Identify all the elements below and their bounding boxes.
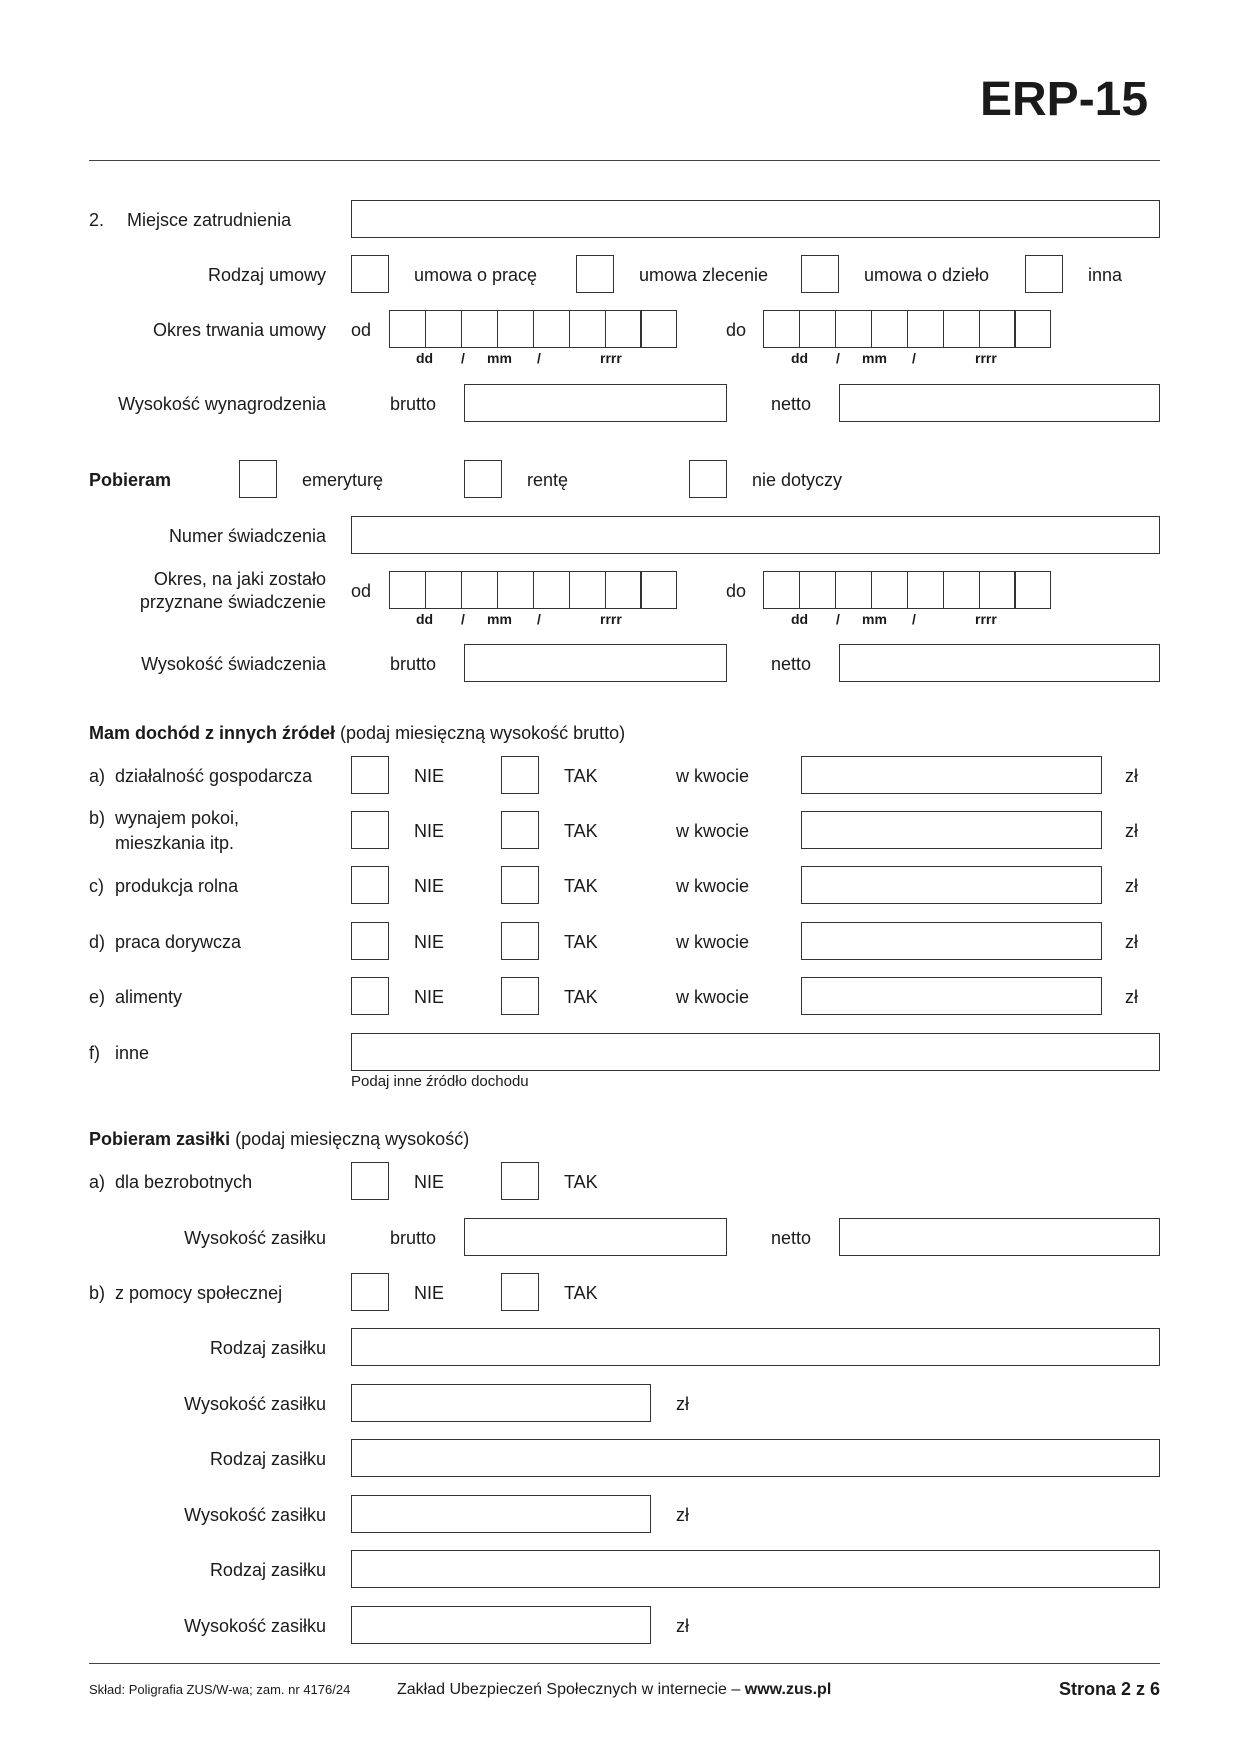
year-digit-2[interactable] xyxy=(569,310,606,348)
income-item-label: produkcja rolna xyxy=(115,876,239,896)
year-digit-3[interactable] xyxy=(605,310,642,348)
yes-label: TAK xyxy=(564,821,598,841)
income-c-yes-checkbox[interactable] xyxy=(501,866,539,904)
yes-label: TAK xyxy=(564,1172,598,1192)
social-assistance-yes-checkbox[interactable] xyxy=(501,1273,539,1311)
currency-label: zł xyxy=(1125,821,1138,841)
amount-label: w kwocie xyxy=(676,821,750,841)
contract-from-date[interactable] xyxy=(389,310,676,348)
footer-website xyxy=(397,1680,831,1699)
no-label: NIE xyxy=(414,876,445,896)
year-digit-3[interactable] xyxy=(979,310,1016,348)
allowance-gross-field[interactable] xyxy=(464,1218,727,1256)
currency-label: zł xyxy=(1125,987,1138,1007)
no-label: NIE xyxy=(414,1283,445,1303)
year-digit-3[interactable] xyxy=(979,571,1016,609)
income-e-amount-field[interactable] xyxy=(801,977,1102,1015)
disability-pension-checkbox[interactable] xyxy=(464,460,502,498)
year-digit-4[interactable] xyxy=(1014,571,1051,609)
amount-label: w kwocie xyxy=(676,987,750,1007)
contract-period-label: Okres trwania umowy xyxy=(152,320,326,340)
salary-net-label: netto xyxy=(771,394,812,414)
currency-label: zł xyxy=(676,1505,689,1525)
other-income-heading-rest: (podaj miesięczną wysokość brutto) xyxy=(340,723,626,743)
salary-net-field[interactable] xyxy=(839,384,1160,422)
not-applicable-checkbox[interactable] xyxy=(689,460,727,498)
currency-label: zł xyxy=(676,1394,689,1414)
date-hint-mm: mm xyxy=(487,611,512,627)
allowance-b-letter: b) xyxy=(89,1283,106,1303)
allowance-type-field-3[interactable] xyxy=(351,1550,1160,1588)
allowance-amount-label: Wysokość zasiłku xyxy=(184,1394,326,1414)
contract-mandate-checkbox[interactable] xyxy=(576,255,614,293)
allowance-b-label: z pomocy społecznej xyxy=(115,1283,283,1303)
day-digit-2[interactable] xyxy=(425,571,462,609)
income-item-letter: d) xyxy=(89,932,106,952)
income-e-no-checkbox[interactable] xyxy=(351,977,389,1015)
other-income-heading-bold: Mam dochód z innych źródeł xyxy=(89,723,336,743)
benefit-to-date[interactable] xyxy=(763,571,1050,609)
salary-label: Wysokość wynagrodzenia xyxy=(118,394,326,414)
contract-to-date[interactable] xyxy=(763,310,1050,348)
month-digit-1[interactable] xyxy=(461,571,498,609)
yes-label: TAK xyxy=(564,1283,598,1303)
income-item-label: działalność gospodarcza xyxy=(115,766,313,786)
unemployment-yes-checkbox[interactable] xyxy=(501,1162,539,1200)
date-hint-sep: / xyxy=(461,350,465,366)
allowance-type-field-1[interactable] xyxy=(351,1328,1160,1366)
year-digit-2[interactable] xyxy=(943,571,980,609)
salary-gross-field[interactable] xyxy=(464,384,727,422)
date-hint-dd: dd xyxy=(791,350,809,366)
currency-label: zł xyxy=(1125,932,1138,952)
month-digit-1[interactable] xyxy=(835,571,872,609)
date-hint-sep: / xyxy=(912,611,916,627)
income-d-amount-field[interactable] xyxy=(801,922,1102,960)
year-digit-1[interactable] xyxy=(907,571,944,609)
zus-website-link[interactable]: www.zus.pl xyxy=(744,1681,832,1698)
year-digit-3[interactable] xyxy=(605,571,642,609)
day-digit-1[interactable] xyxy=(389,571,426,609)
year-digit-4[interactable] xyxy=(640,571,677,609)
allowances-heading-bold: Pobieram zasiłki xyxy=(89,1129,231,1149)
income-other-hint: Podaj inne źródło dochodu xyxy=(351,1073,529,1090)
date-hint-sep: / xyxy=(912,350,916,366)
allowance-type-label: Rodzaj zasiłku xyxy=(209,1560,326,1580)
year-digit-4[interactable] xyxy=(640,310,677,348)
not-applicable-label: nie dotyczy xyxy=(752,470,843,490)
income-other-source-field[interactable] xyxy=(351,1033,1160,1071)
no-label: NIE xyxy=(414,766,445,786)
year-digit-2[interactable] xyxy=(943,310,980,348)
day-digit-2[interactable] xyxy=(425,310,462,348)
benefit-number-label: Numer świadczenia xyxy=(168,526,326,546)
other-income-heading xyxy=(89,722,625,744)
contract-specific-work-checkbox[interactable] xyxy=(801,255,839,293)
income-d-yes-checkbox[interactable] xyxy=(501,922,539,960)
benefit-net-field[interactable] xyxy=(839,644,1160,682)
amount-label: w kwocie xyxy=(676,932,750,952)
workplace-field[interactable] xyxy=(351,200,1160,238)
date-hint-yyyy: rrrr xyxy=(975,611,997,627)
income-item-label: wynajem pokoi, xyxy=(115,808,240,828)
no-label: NIE xyxy=(414,932,445,952)
date-hint-mm: mm xyxy=(487,350,512,366)
allowance-type-label: Rodzaj zasiłku xyxy=(209,1449,326,1469)
salary-gross-label: brutto xyxy=(390,394,437,414)
income-item-letter: a) xyxy=(89,766,106,786)
allowance-type-field-2[interactable] xyxy=(351,1439,1160,1477)
allowance-net-field[interactable] xyxy=(839,1218,1160,1256)
date-hint-yyyy: rrrr xyxy=(975,350,997,366)
allowance-amount-field-2[interactable] xyxy=(351,1495,651,1533)
date-hint-sep: / xyxy=(836,611,840,627)
month-digit-1[interactable] xyxy=(835,310,872,348)
year-digit-2[interactable] xyxy=(569,571,606,609)
income-e-yes-checkbox[interactable] xyxy=(501,977,539,1015)
income-a-no-checkbox[interactable] xyxy=(351,756,389,794)
contract-mandate-label: umowa zlecenie xyxy=(639,265,769,285)
day-digit-1[interactable] xyxy=(763,571,800,609)
allowance-a-label: dla bezrobotnych xyxy=(115,1172,253,1192)
income-item-label: praca dorywcza xyxy=(115,932,242,952)
allowance-amount-field-1[interactable] xyxy=(351,1384,651,1422)
yes-label: TAK xyxy=(564,876,598,896)
disability-pension-label: rentę xyxy=(527,470,569,490)
day-digit-2[interactable] xyxy=(799,571,836,609)
benefit-amount-label: Wysokość świadczenia xyxy=(141,654,326,674)
currency-label: zł xyxy=(1125,766,1138,786)
month-digit-2[interactable] xyxy=(871,571,908,609)
income-item-letter: b) xyxy=(89,808,106,828)
income-b-no-checkbox[interactable] xyxy=(351,811,389,849)
date-hint-sep: / xyxy=(537,350,541,366)
allowance-amount-label: Wysokość zasiłku xyxy=(184,1616,326,1636)
allowance-net-label: netto xyxy=(771,1228,812,1248)
income-item-label-line2: mieszkania itp. xyxy=(115,833,235,853)
day-digit-2[interactable] xyxy=(799,310,836,348)
contract-employment-checkbox[interactable] xyxy=(351,255,389,293)
income-b-amount-field[interactable] xyxy=(801,811,1102,849)
currency-label: zł xyxy=(1125,876,1138,896)
income-c-no-checkbox[interactable] xyxy=(351,866,389,904)
date-hint-dd: dd xyxy=(416,611,434,627)
header-divider xyxy=(89,160,1160,161)
allowances-heading xyxy=(89,1128,469,1150)
date-hint-sep: / xyxy=(537,611,541,627)
income-b-yes-checkbox[interactable] xyxy=(501,811,539,849)
benefit-period-label-line1: Okres, na jaki zostało xyxy=(153,569,326,589)
amount-label: w kwocie xyxy=(676,766,750,786)
contract-other-checkbox[interactable] xyxy=(1025,255,1063,293)
income-item-letter: f) xyxy=(89,1043,100,1063)
contract-employment-label: umowa o pracę xyxy=(414,265,538,285)
income-c-amount-field[interactable] xyxy=(801,866,1102,904)
page-number: Strona 2 z 6 xyxy=(1058,1679,1160,1699)
month-digit-2[interactable] xyxy=(871,310,908,348)
no-label: NIE xyxy=(414,821,445,841)
benefit-to-label: do xyxy=(726,581,747,601)
date-hint-mm: mm xyxy=(862,611,887,627)
amount-label: w kwocie xyxy=(676,876,750,896)
contract-to-label: do xyxy=(726,320,747,340)
income-item-label: inne xyxy=(115,1043,150,1063)
date-hint-yyyy: rrrr xyxy=(600,611,622,627)
income-a-amount-field[interactable] xyxy=(801,756,1102,794)
allowance-type-label: Rodzaj zasiłku xyxy=(209,1338,326,1358)
yes-label: TAK xyxy=(564,987,598,1007)
month-digit-2[interactable] xyxy=(497,310,534,348)
pension-checkbox[interactable] xyxy=(239,460,277,498)
date-hint-sep: / xyxy=(836,350,840,366)
contract-from-label: od xyxy=(351,320,372,340)
yes-label: TAK xyxy=(564,766,598,786)
allowance-amount-label: Wysokość zasiłku xyxy=(184,1505,326,1525)
benefit-net-label: netto xyxy=(771,654,812,674)
year-digit-1[interactable] xyxy=(533,310,570,348)
footer-website-text: Zakład Ubezpieczeń Społecznych w internecie – xyxy=(397,1681,745,1698)
month-digit-2[interactable] xyxy=(497,571,534,609)
income-item-letter: c) xyxy=(89,876,104,896)
benefit-gross-label: brutto xyxy=(390,654,437,674)
no-label: NIE xyxy=(414,1172,445,1192)
contract-other-label: inna xyxy=(1088,265,1123,285)
income-a-yes-checkbox[interactable] xyxy=(501,756,539,794)
contract-type-label: Rodzaj umowy xyxy=(207,265,326,285)
benefit-heading: Pobieram xyxy=(89,470,172,490)
allowance-amount-label: Wysokość zasiłku xyxy=(184,1228,326,1248)
date-hint-yyyy: rrrr xyxy=(600,350,622,366)
section-number: 2. xyxy=(89,210,105,230)
day-digit-1[interactable] xyxy=(389,310,426,348)
date-hint-sep: / xyxy=(461,611,465,627)
no-label: NIE xyxy=(414,987,445,1007)
income-item-label: alimenty xyxy=(115,987,183,1007)
income-d-no-checkbox[interactable] xyxy=(351,922,389,960)
footer-print-info: Skład: Poligrafia ZUS/W-wa; zam. nr 4176/24 xyxy=(89,1682,351,1697)
benefit-number-field[interactable] xyxy=(351,516,1160,554)
form-code: ERP-15 xyxy=(980,73,1149,126)
year-digit-1[interactable] xyxy=(533,571,570,609)
currency-label: zł xyxy=(676,1616,689,1636)
month-digit-1[interactable] xyxy=(461,310,498,348)
workplace-label: Miejsce zatrudnienia xyxy=(127,210,292,230)
date-hint-dd: dd xyxy=(416,350,434,366)
social-assistance-no-checkbox[interactable] xyxy=(351,1273,389,1311)
income-item-letter: e) xyxy=(89,987,106,1007)
date-hint-dd: dd xyxy=(791,611,809,627)
allowances-heading-rest: (podaj miesięczną wysokość) xyxy=(235,1129,470,1149)
allowance-amount-field-3[interactable] xyxy=(351,1606,651,1644)
allowance-gross-label: brutto xyxy=(390,1228,437,1248)
benefit-gross-field[interactable] xyxy=(464,644,727,682)
yes-label: TAK xyxy=(564,932,598,952)
pension-label: emeryturę xyxy=(302,470,384,490)
allowance-a-letter: a) xyxy=(89,1172,106,1192)
footer-divider xyxy=(89,1663,1160,1664)
year-digit-1[interactable] xyxy=(907,310,944,348)
benefit-period-label-line2: przyznane świadczenie xyxy=(139,592,326,612)
benefit-from-date[interactable] xyxy=(389,571,676,609)
benefit-from-label: od xyxy=(351,581,372,601)
year-digit-4[interactable] xyxy=(1014,310,1051,348)
day-digit-1[interactable] xyxy=(763,310,800,348)
contract-specific-work-label: umowa o dzieło xyxy=(864,265,990,285)
unemployment-no-checkbox[interactable] xyxy=(351,1162,389,1200)
date-hint-mm: mm xyxy=(862,350,887,366)
